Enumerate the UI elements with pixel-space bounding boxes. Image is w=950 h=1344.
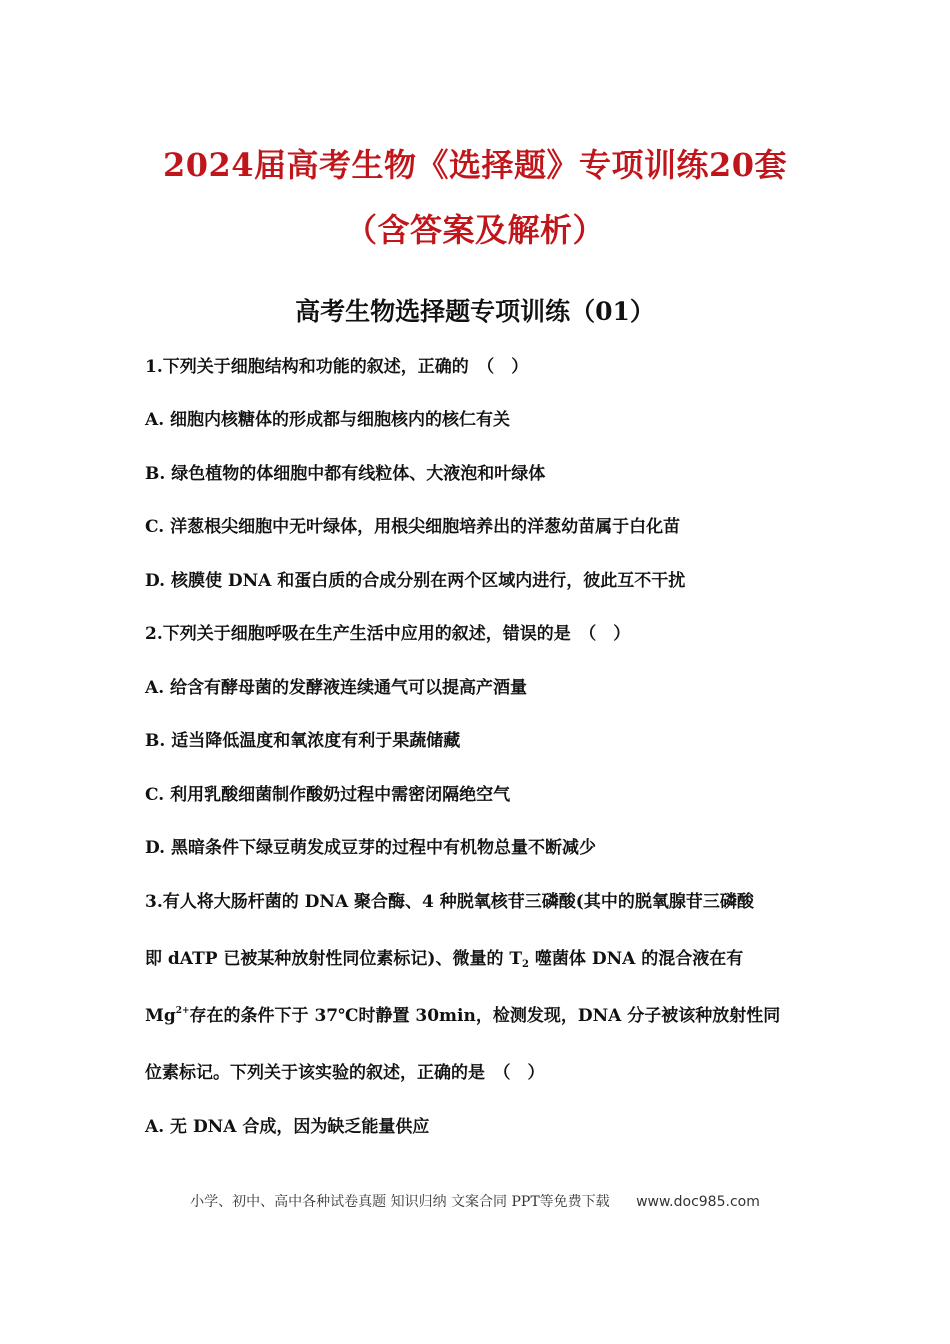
question-3-stem-line1: 3.有人将大肠杆菌的 DNA 聚合酶、4 种脱氧核苷三磷酸(其中的脱氧腺苷三磷酸 [145, 892, 754, 912]
section-subtitle: 高考生物选择题专项训练（01） [295, 297, 655, 326]
footer-url[interactable]: www.doc985.com [636, 1194, 760, 1210]
page-footer [0, 1191, 950, 1211]
question-1-stem: 1.下列关于细胞结构和功能的叙述，正确的 （ ） [145, 357, 529, 377]
question-1-option-b: B. 绿色植物的体细胞中都有线粒体、大液泡和叶绿体 [145, 464, 546, 484]
subscript-2: 2 [522, 959, 529, 970]
question-2-option-c: C. 利用乳酸细菌制作酸奶过程中需密闭隔绝空气 [145, 785, 511, 805]
question-3-option-a: A. 无 DNA 合成，因为缺乏能量供应 [145, 1117, 430, 1137]
question-2-option-a: A. 给含有酵母菌的发酵液连续通气可以提高产酒量 [145, 678, 528, 698]
question-1-option-c: C. 洋葱根尖细胞中无叶绿体，用根尖细胞培养出的洋葱幼苗属于白化苗 [145, 517, 681, 537]
document-title-line1: 2024届高考生物《选择题》专项训练20套 [162, 146, 788, 184]
question-3-stem-line2: 即 dATP 已被某种放射性同位素标记)、微量的 $T_2$ 噬菌体 DNA 的混合液在有 [145, 949, 744, 970]
superscript-2plus: 2+ [175, 1006, 190, 1016]
question-3-stem-line4: 位素标记。下列关于该实验的叙述，正确的是 （ ） [145, 1063, 545, 1083]
document-title-line2: （含答案及解析） [344, 211, 605, 249]
question-2-stem: 2.下列关于细胞呼吸在生产生活中应用的叙述，错误的是 （ ） [145, 624, 631, 644]
footer-text: 小学、初中、高中各种试卷真题 知识归纳 文案合同 PPT等免费下载 [190, 1194, 610, 1210]
question-3-stem-line3: $Mg^{2+}$存在的条件下于 37℃时静置 30min，检测发现，DNA 分子被该种放射性同 [145, 1006, 781, 1026]
question-2-option-b: B. 适当降低温度和氧浓度有利于果蔬储藏 [145, 731, 461, 751]
question-1-option-d: D. 核膜使 DNA 和蛋白质的合成分别在两个区域内进行，彼此互不干扰 [145, 571, 686, 591]
question-2-option-d: D. 黑暗条件下绿豆萌发成豆芽的过程中有机物总量不断减少 [145, 838, 596, 858]
question-1-option-a: A. 细胞内核糖体的形成都与细胞核内的核仁有关 [145, 410, 511, 430]
